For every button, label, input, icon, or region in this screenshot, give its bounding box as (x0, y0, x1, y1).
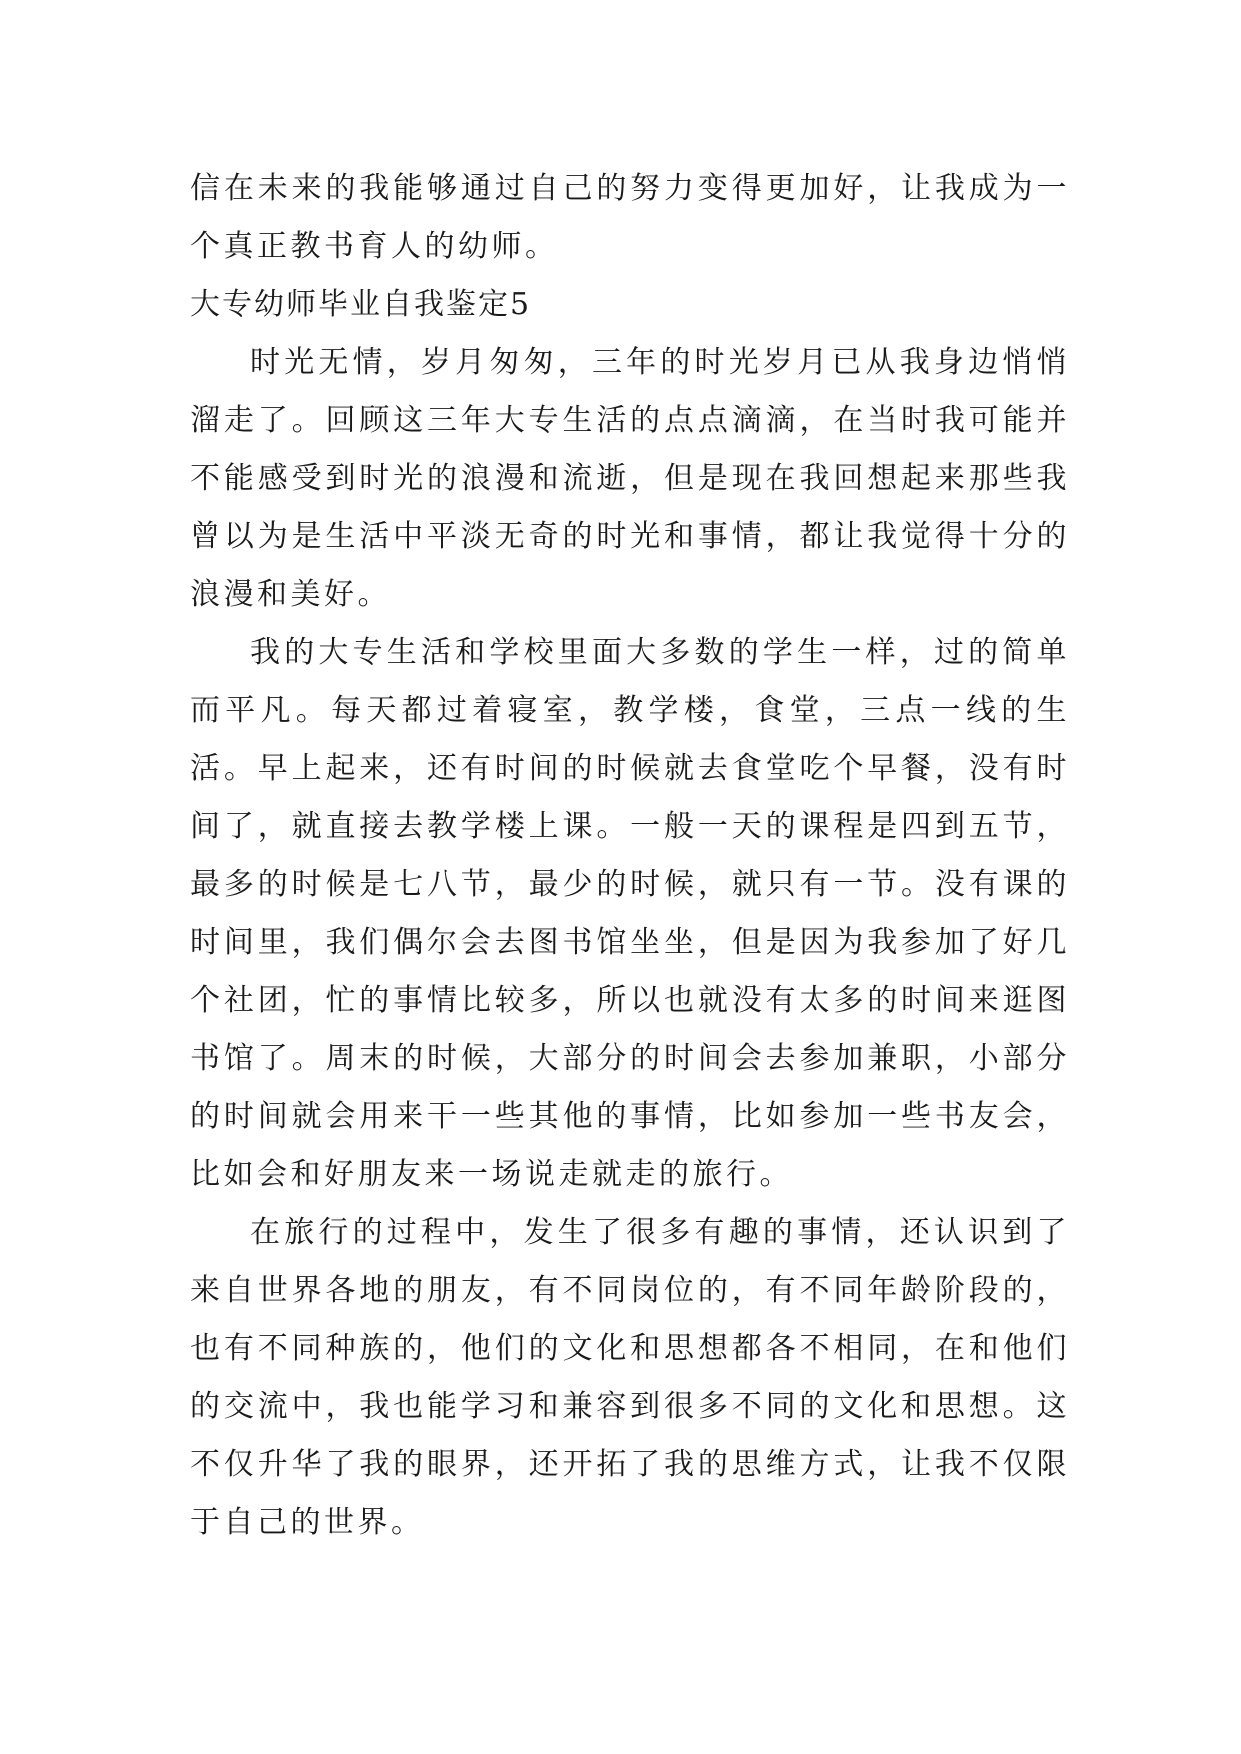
document-body (190, 160, 1070, 1552)
body-paragraph: 在旅行的过程中，发生了很多有趣的事情，还认识到了来自世界各地的朋友，有不同岗位的，有不同年龄阶段的，也有不同种族的，他们的文化和思想都各不相同，在和他们的交流中，我也能学习和兼容到很多不同的文化和思想。这不仅升华了我的眼界，还开拓了我的思维方式，让我不仅限于自己的世界。 (190, 1215, 1070, 1540)
body-paragraph: 我的大专生活和学校里面大多数的学生一样，过的简单而平凡。每天都过着寝室，教学楼，食堂，三点一线的生活。早上起来，还有时间的时候就去食堂吃个早餐，没有时间了，就直接去教学楼上课。一般一天的课程是四到五节，最多的时候是七八节，最少的时候，就只有一节。没有课的时间里，我们偶尔会去图书馆坐坐，但是因为我参加了好几个社团，忙的事情比较多，所以也就没有太多的时间来逛图书馆了。周末的时候，大部分的时间会去参加兼职，小部分的时间就会用来干一些其他的事情，比如参加一些书友会，比如会和好朋友来一场说走就走的旅行。 (190, 635, 1070, 1192)
section-heading: 大专幼师毕业自我鉴定5 (190, 287, 532, 322)
continuation-paragraph: 信在未来的我能够通过自己的努力变得更加好，让我成为一个真正教书育人的幼师。 (190, 171, 1070, 264)
body-paragraph: 时光无情，岁月匆匆，三年的时光岁月已从我身边悄悄溜走了。回顾这三年大专生活的点点滴滴，在当时我可能并不能感受到时光的浪漫和流逝，但是现在我回想起来那些我曾以为是生活中平淡无奇的时光和事情，都让我觉得十分的浪漫和美好。 (190, 345, 1070, 612)
